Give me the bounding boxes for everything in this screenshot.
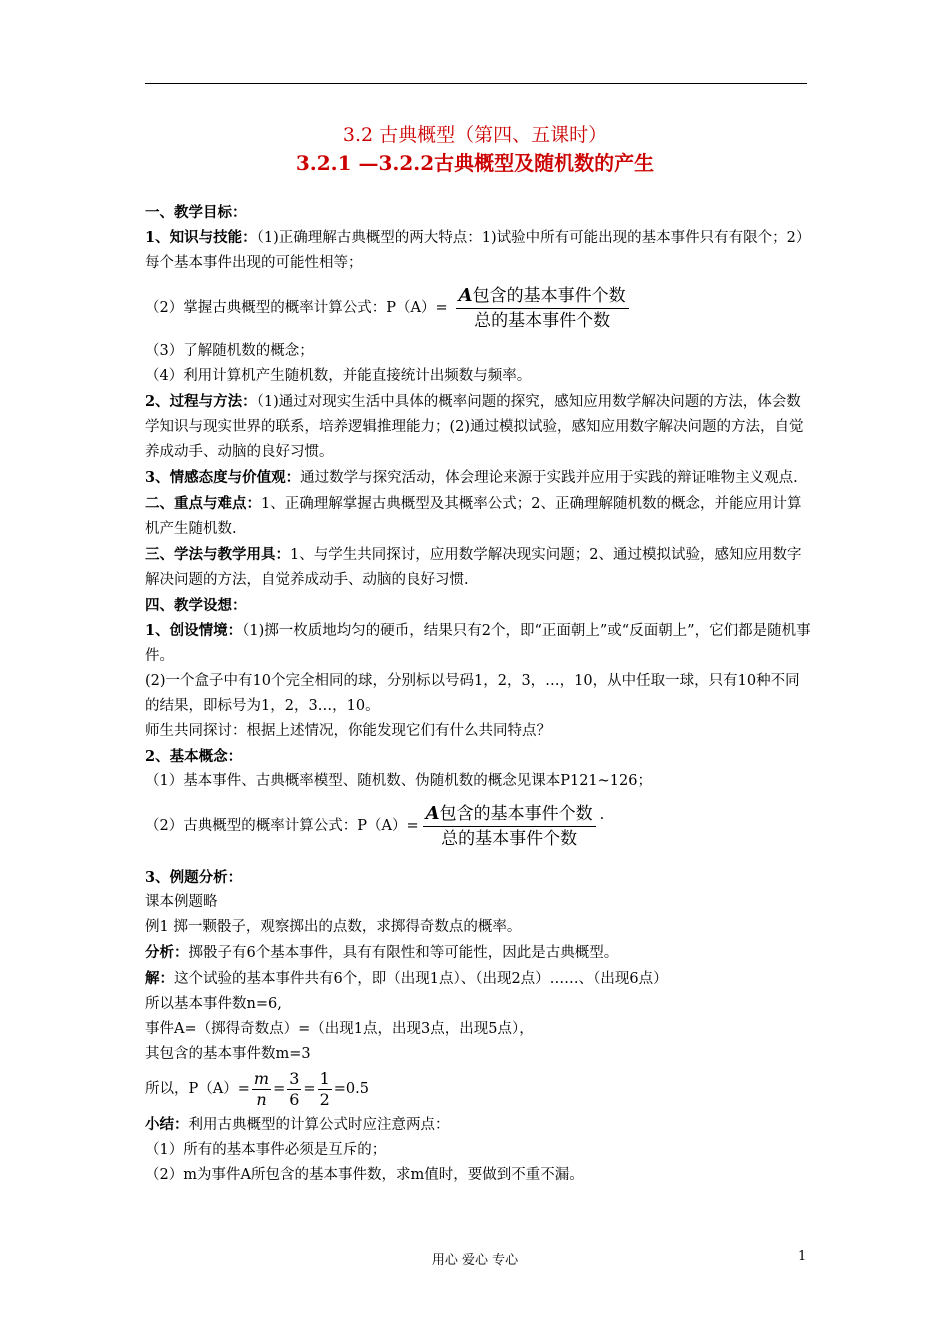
paragraph-summary-2: （2）m为事件A所包含的基本事件数，求m值时，要做到不重不漏。 [145,1167,584,1183]
document-body [145,200,813,1188]
label-summary: 小结： [145,1116,189,1133]
section-heading-concepts: 2、基本概念： [145,748,243,765]
fraction-1: 1 [319,1069,330,1088]
formula-line-result [145,1069,813,1110]
paragraph-process [145,389,813,465]
formula-denominator-2: 总的基本事件个数 [441,829,578,849]
formula-numerator [456,284,629,309]
header-rule [145,83,807,84]
formula-prefix-1: （2）掌握古典概型的概率计算公式：P（A）= [145,300,448,316]
formula-numerator-text-2: 包含的基本事件个数 [439,804,593,824]
paragraph-m-value: 其包含的基本事件数m=3 [145,1046,311,1062]
label-knowledge: 1、知识与技能： [145,229,257,246]
equals-sign-2: = [303,1081,316,1097]
formula-var: A [458,285,473,306]
paragraph-example-intro: 课本例题略 [145,894,218,910]
paragraph-discussion: 师生共同探讨：根据上述情况，你能发现它们有什么共同特点？ [145,723,551,739]
section-heading-examples: 3、例题分析： [145,869,243,886]
formula-var-2: A [425,803,440,824]
paragraph-knowledge [145,225,813,276]
paragraph-analysis [145,940,813,966]
paragraph-computer-random: （4）利用计算机产生随机数，并能直接统计出频数与频率。 [145,368,532,384]
page-title: 3.2 古典概型（第四、五课时） [342,124,608,146]
probability-formula-1 [456,284,629,333]
fraction-1-over-2 [318,1069,332,1110]
fraction-3-over-6 [287,1069,301,1110]
equals-sign-1: = [273,1081,286,1097]
text-methods: 1、与学生共同探讨，应用数学解决现实问题；2、通过模拟试验，感知应用数字解决问题的方法，自觉养成动手、动脑的良好习惯. [145,547,802,588]
paragraph-random-concept: （3）了解随机数的概念； [145,343,314,359]
fraction-n: n [256,1090,267,1109]
paragraph-scenario [145,618,813,669]
formula-line-1 [145,284,813,333]
label-solution: 解： [145,970,174,987]
label-attitude: 3、情感态度与价值观： [145,469,301,486]
text-analysis: 掷骰子有6个基本事件，具有有限性和等可能性，因此是古典概型。 [188,945,619,961]
paragraph-example-1: 例1 掷一颗骰子，观察掷出的点数，求掷得奇数点的概率。 [145,919,522,935]
section-heading-objectives: 一、教学目标： [145,204,247,221]
paragraph-event-a: 事件A=（掷得奇数点）=（出现1点，出现3点，出现5点）， [145,1021,534,1037]
formula-line-2 [145,802,813,851]
fraction-2: 2 [319,1090,330,1109]
text-scenario: （1)掷一枚质地均匀的硬币，结果只有2个，即“正面朝上”或“反面朝上”，它们都是随机事件。 [145,623,811,664]
paragraph-concepts: （1）基本事件、古典概率模型、随机数、伪随机数的概念见课本P121~126； [145,773,652,789]
formula-denominator: 总的基本事件个数 [474,311,611,331]
text-knowledge: （1)正确理解古典概型的两大特点：1)试验中所有可能出现的基本事件只有有限个；2）每个基本事件出现的可能性相等； [145,230,811,271]
paragraph-summary [145,1112,813,1138]
text-summary: 利用古典概型的计算公式时应注意两点： [188,1117,450,1133]
label-process: 2、过程与方法： [145,393,257,410]
label-scenario: 1、创设情境： [145,622,243,639]
paragraph-attitude [145,465,813,491]
label-analysis: 分析： [145,944,189,961]
result-prefix: 所以，P（A）= [145,1081,250,1097]
label-key-points: 二、重点与难点： [145,495,261,512]
text-process: （1)通过对现实生活中具体的概率问题的探究，感知应用数学解决问题的方法，体会数学知识与现实世界的联系，培养逻辑推理能力；(2)通过模拟试验，感知应用数字解决问题的方法，自觉养成动手、动脑的良好习惯。 [145,394,804,460]
paragraph-solution [145,966,813,992]
paragraph-methods [145,542,813,593]
probability-formula-2 [423,802,596,851]
text-key-points: 1、正确理解掌握古典概型及其概率公式；2、正确理解随机数的概念，并能应用计算机产生随机数. [145,496,802,537]
paragraph-box-balls: (2)一个盒子中有10个完全相同的球，分别标以号码1，2，3，…，10，从中任取一球，只有10种不同的结果，即标号为1，2，3…，10。 [145,673,800,714]
paragraph-summary-1: （1）所有的基本事件必须是互斥的； [145,1142,387,1158]
fraction-m: m [253,1069,270,1088]
page-footer: 用心 爱心 专心 [431,1253,519,1268]
text-attitude: 通过数学与探究活动，体会理论来源于实践并应用于实践的辩证唯物主义观点. [300,470,798,486]
page-number: 1 [798,1249,807,1264]
label-methods: 三、学法与教学用具： [145,546,290,563]
formula-numerator-2 [423,802,596,827]
text-solution: 这个试验的基本事件共有6个，即（出现1点）、（出现2点）……、（出现6点） [174,971,668,987]
section-heading-design: 四、教学设想： [145,597,247,614]
fraction-m-over-n [252,1069,271,1110]
formula-prefix-2: （2）古典概型的概率计算公式：P（A）= [145,818,419,834]
paragraph-n-value: 所以基本事件数n=6, [145,996,282,1012]
formula-period: . [599,807,605,823]
page-subtitle: 3.2.1 —3.2.2古典概型及随机数的产生 [295,151,655,175]
fraction-6: 6 [289,1090,300,1109]
result-value: =0.5 [333,1081,369,1097]
paragraph-key-points [145,491,813,542]
fraction-3: 3 [289,1069,300,1088]
formula-numerator-text: 包含的基本事件个数 [472,286,626,306]
